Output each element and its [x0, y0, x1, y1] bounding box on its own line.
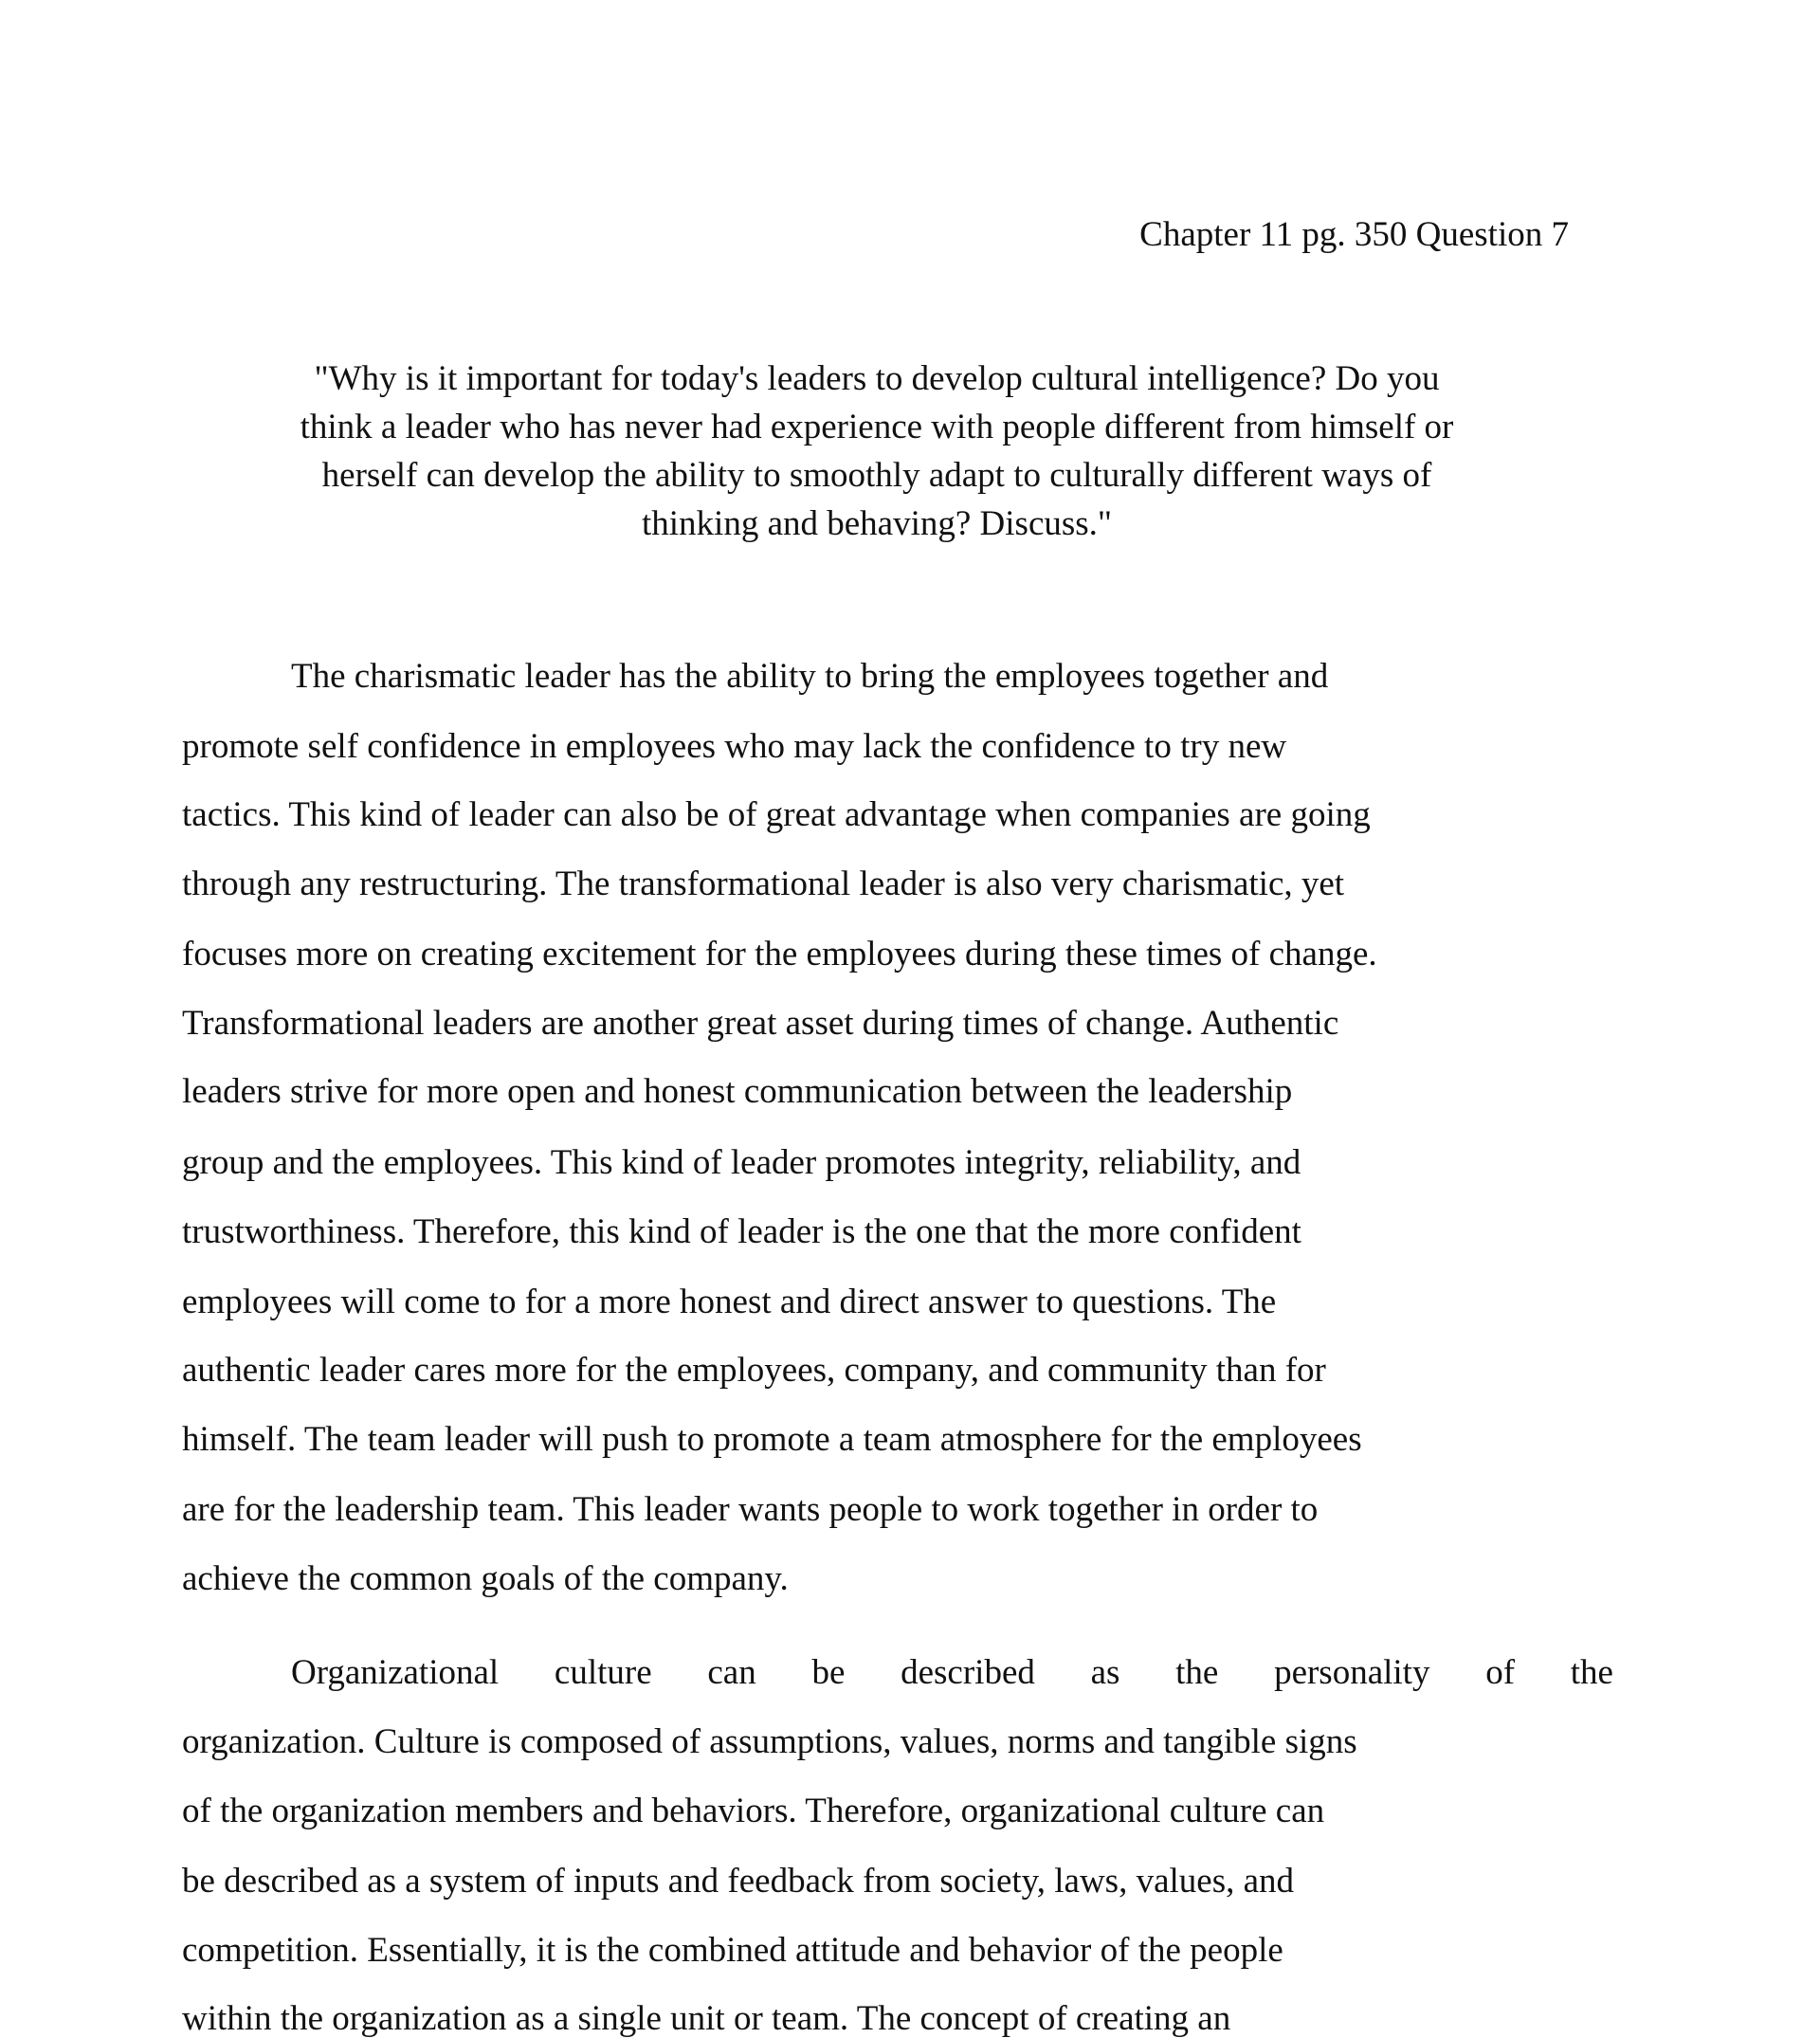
word: can [707, 1653, 756, 1692]
paragraph-1-line: trustworthiness. Therefore, this kind of leader is the one that the more confident [182, 1212, 1301, 1251]
paragraph-1-line: through any restructuring. The transformational leader is also very charismatic, yet [182, 864, 1345, 903]
question-line: thinking and behaving? Discuss." [641, 504, 1113, 543]
word: the [1175, 1653, 1219, 1692]
question-line: herself can develop the ability to smoothly adapt to culturally different ways of [321, 456, 1432, 495]
paragraph-2-line: organization. Culture is composed of assumptions, values, norms and tangible signs [182, 1722, 1357, 1761]
paragraph-1-line: tactics. This kind of leader can also be of great advantage when companies are going [182, 795, 1371, 834]
word: personality [1274, 1653, 1430, 1692]
paragraph-1-line: group and the employees. This kind of leader promotes integrity, reliability, and [182, 1143, 1301, 1182]
word: described [901, 1653, 1035, 1692]
word: culture [554, 1653, 652, 1692]
word: the [1570, 1653, 1613, 1692]
paragraph-1-line: leaders strive for more open and honest communication between the leadership [182, 1072, 1293, 1111]
paragraph-2-line: be described as a system of inputs and feedback from society, laws, values, and [182, 1862, 1295, 1901]
question-line: "Why is it important for today's leaders to develop cultural intelligence? Do you [314, 359, 1440, 398]
word: as [1090, 1653, 1120, 1692]
paragraph-1-line: promote self confidence in employees who may lack the confidence to try new [182, 727, 1287, 766]
question-line: think a leader who has never had experience with people different from himself or [300, 408, 1454, 446]
paragraph-1-line: Transformational leaders are another great asset during times of change. Authentic [182, 1004, 1339, 1043]
paragraph-1-line: employees will come to for a more honest and direct answer to questions. The [182, 1283, 1277, 1321]
paragraph-2-line: within the organization as a single unit or team. The concept of creating an [182, 1999, 1231, 2038]
paragraph-1-line: The charismatic leader has the ability to bring the employees together and [291, 657, 1329, 696]
paragraph-1-line: achieve the common goals of the company. [182, 1559, 789, 1598]
word: of [1485, 1653, 1516, 1692]
paragraph-2-line: of the organization members and behaviors. Therefore, organizational culture can [182, 1792, 1325, 1830]
question-block [190, 355, 1564, 548]
paragraph-1-line: focuses more on creating excitement for the employees during these times of change. [182, 935, 1377, 974]
word: be [811, 1653, 846, 1692]
paragraph-2-first-line [291, 1655, 1613, 1690]
paragraph-1-line: are for the leadership team. This leader wants people to work together in order to [182, 1490, 1319, 1529]
page-header: Chapter 11 pg. 350 Question 7 [1139, 215, 1569, 254]
paragraph-1-line: himself. The team leader will push to promote a team atmosphere for the employees [182, 1420, 1362, 1459]
paragraph-2-line: competition. Essentially, it is the combined attitude and behavior of the people [182, 1931, 1283, 1970]
paragraph-1-line: authentic leader cares more for the employees, company, and community than for [182, 1351, 1326, 1390]
word: Organizational [291, 1653, 500, 1692]
